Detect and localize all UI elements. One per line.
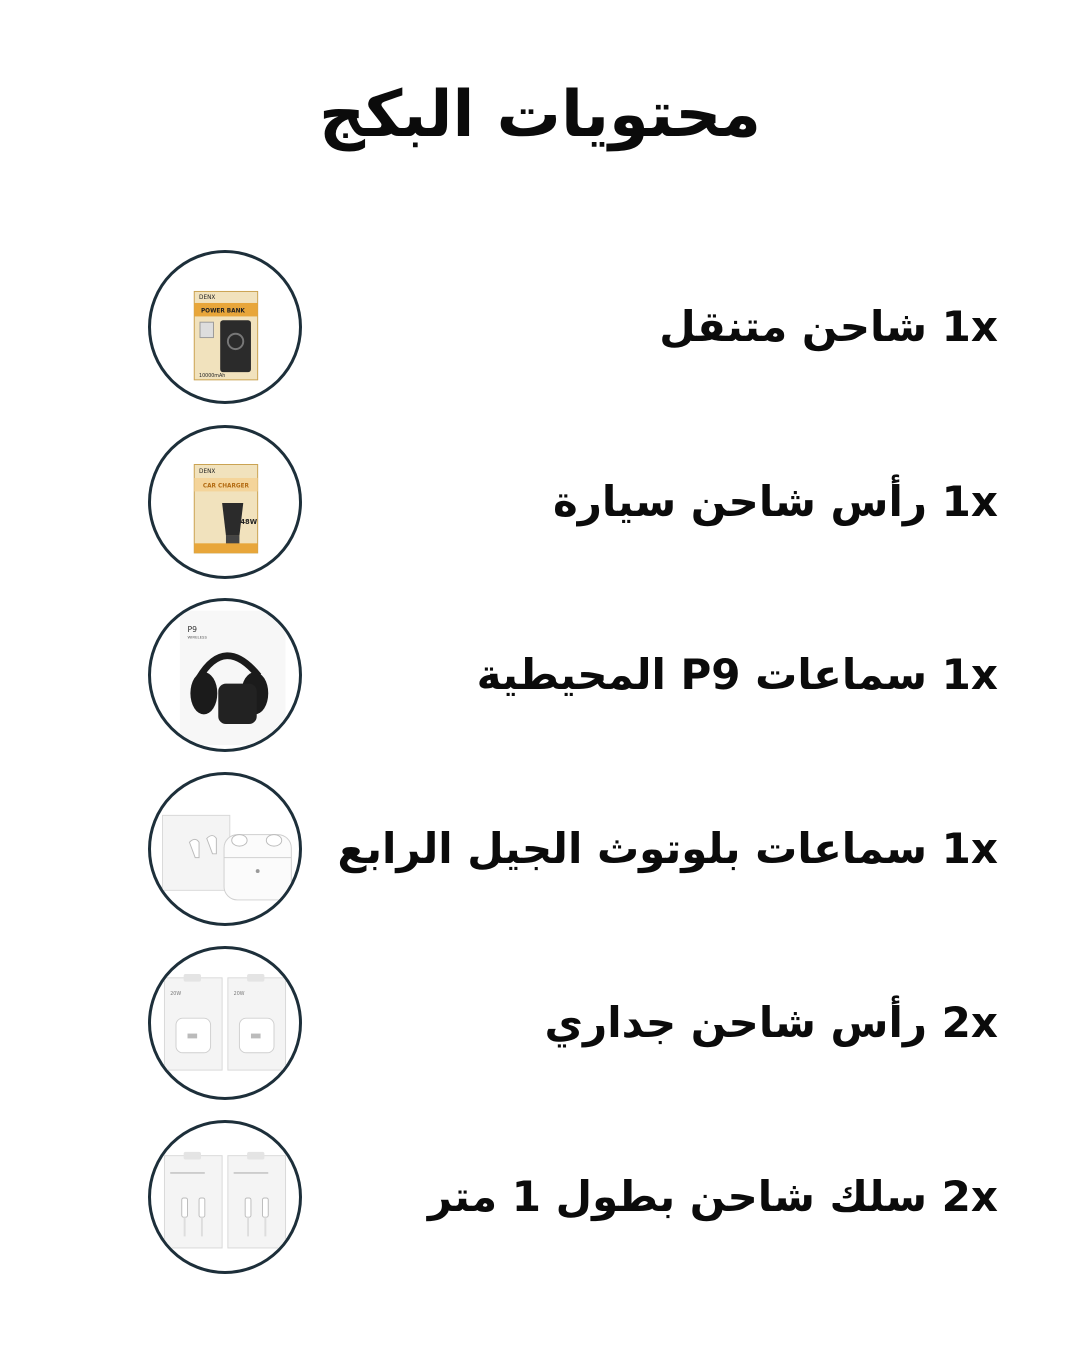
list-item: [0, 772, 1080, 932]
item-thumbnail: [148, 946, 302, 1100]
thumb-wattage: 20W: [170, 992, 182, 998]
list-item: [0, 946, 1080, 1106]
car-charger-box-icon: [151, 428, 299, 576]
thumb-subtitle: WIRELESS: [187, 634, 207, 640]
wall-charger-box-icon: [151, 949, 299, 1097]
thumb-wattage: 48W: [240, 518, 258, 527]
thumb-brand: DENX: [199, 469, 216, 476]
thumb-product: CAR CHARGER: [202, 483, 249, 490]
thumb-brand: DENX: [199, 295, 216, 302]
thumb-capacity: 10000mAh: [199, 373, 226, 379]
list-item: [0, 1120, 1080, 1280]
thumb-product: POWER BANK: [200, 308, 245, 315]
thumb-model: P9: [187, 624, 198, 634]
power-bank-box-icon: [151, 253, 299, 401]
list-item: [0, 425, 1080, 585]
item-label: 2x سلك شاحن بطول 1 متر: [427, 1172, 998, 1221]
list-item: [0, 250, 1080, 410]
item-thumbnail: [148, 598, 302, 752]
headphones-icon: [151, 601, 299, 749]
earbuds-case-icon: [151, 775, 299, 923]
item-label: 1x سماعات بلوتوث الجيل الرابع: [337, 824, 998, 873]
item-thumbnail: [148, 772, 302, 926]
item-thumbnail: [148, 250, 302, 404]
item-label: 2x رأس شاحن جداري: [544, 998, 998, 1047]
item-thumbnail: [148, 1120, 302, 1274]
cable-box-icon: [151, 1123, 299, 1271]
item-label: 1x سماعات P9 المحيطية: [476, 650, 998, 699]
item-thumbnail: [148, 425, 302, 579]
item-label: 1x رأس شاحن سيارة: [552, 477, 998, 526]
item-label: 1x شاحن متنقل: [659, 302, 998, 351]
thumb-wattage: 20W: [233, 992, 245, 998]
page-title: محتويات البكج: [318, 78, 762, 152]
list-item: [0, 598, 1080, 758]
